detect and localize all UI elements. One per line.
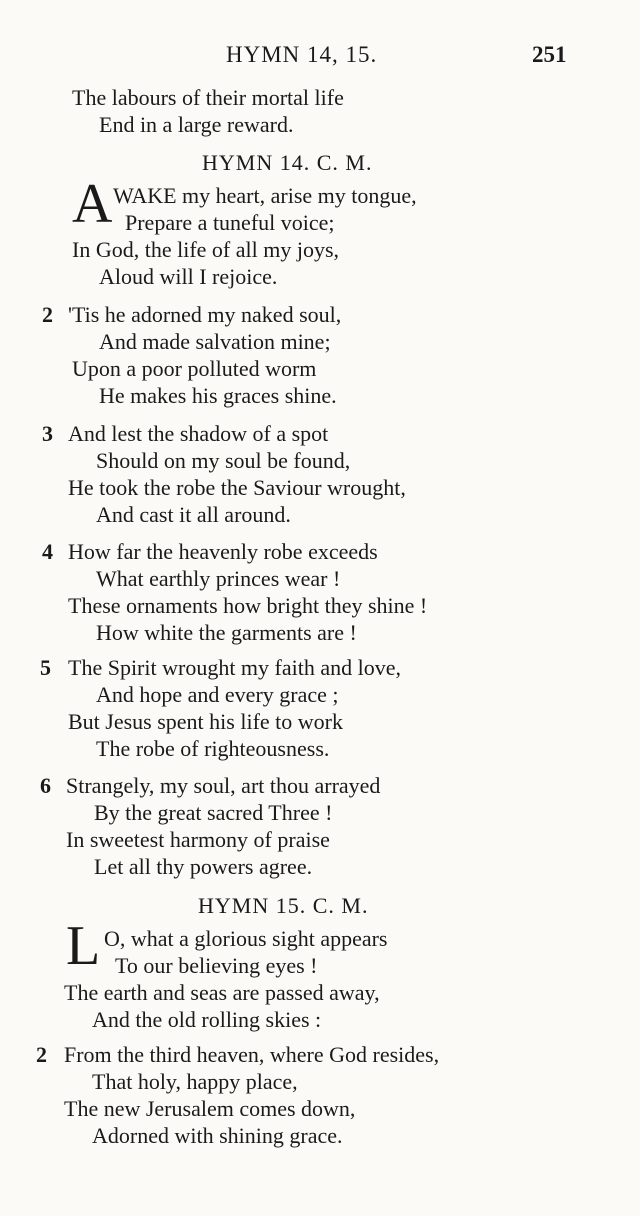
- verse-line: And made salvation mine;: [99, 329, 331, 354]
- verse-line: The earth and seas are passed away,: [64, 980, 380, 1005]
- verse-line: The Spirit wrought my faith and love,: [68, 655, 401, 680]
- verse-line: What earthly princes wear !: [96, 566, 341, 591]
- verse-line: And lest the shadow of a spot: [68, 421, 329, 446]
- stanza-number: 6: [40, 773, 51, 798]
- verse-line: That holy, happy place,: [92, 1069, 298, 1094]
- verse-line: Let all thy powers agree.: [94, 854, 313, 879]
- verse-line: WAKE my heart, arise my tongue,: [113, 183, 417, 208]
- verse-line: And the old rolling skies :: [92, 1007, 322, 1032]
- verse-line: And cast it all around.: [96, 502, 291, 527]
- verse-line: And hope and every grace ;: [96, 682, 339, 707]
- verse-line: These ornaments how bright they shine !: [68, 593, 428, 618]
- verse-line: To our believing eyes !: [115, 953, 318, 978]
- stanza-number: 5: [40, 655, 51, 680]
- stanza-number: 3: [42, 421, 53, 446]
- verse-line: 'Tis he adorned my naked soul,: [68, 302, 342, 327]
- verse-line: In sweetest harmony of praise: [66, 827, 330, 852]
- verse-line: But Jesus spent his life to work: [68, 709, 343, 734]
- verse-line: From the third heaven, where God resides,: [64, 1042, 440, 1067]
- verse-line: The robe of righteousness.: [96, 736, 330, 761]
- stanza-number: 2: [36, 1042, 47, 1067]
- stanza-number: 4: [42, 539, 53, 564]
- page-number: 251: [532, 42, 567, 67]
- page-header: [0, 42, 640, 74]
- verse-line: He took the robe the Saviour wrought,: [68, 475, 406, 500]
- verse-line: By the great sacred Three !: [94, 800, 333, 825]
- carryover-line: The labours of their mortal life: [72, 85, 344, 110]
- verse-line: He makes his graces shine.: [99, 383, 337, 408]
- running-title: HYMN 14, 15.: [226, 42, 378, 67]
- stanza-number: 2: [42, 302, 53, 327]
- carryover-line: End in a large reward.: [99, 112, 294, 137]
- hymn-title: HYMN 14. C. M.: [202, 150, 373, 175]
- hymn-title: HYMN 15. C. M.: [198, 893, 369, 918]
- drop-cap: L: [66, 915, 101, 977]
- verse-line: How far the heavenly robe exceeds: [68, 539, 378, 564]
- verse-line: How white the garments are !: [96, 620, 357, 645]
- verse-line: Prepare a tuneful voice;: [125, 210, 335, 235]
- verse-line: O, what a glorious sight appears: [104, 926, 388, 951]
- verse-line: Aloud will I rejoice.: [99, 264, 278, 289]
- verse-line: The new Jerusalem comes down,: [64, 1096, 356, 1121]
- drop-cap: A: [72, 173, 113, 235]
- verse-line: Should on my soul be found,: [96, 448, 351, 473]
- verse-line: Strangely, my soul, art thou arrayed: [66, 773, 381, 798]
- verse-line: Adorned with shining grace.: [92, 1123, 343, 1148]
- verse-line: Upon a poor polluted worm: [72, 356, 317, 381]
- verse-line: In God, the life of all my joys,: [72, 237, 340, 262]
